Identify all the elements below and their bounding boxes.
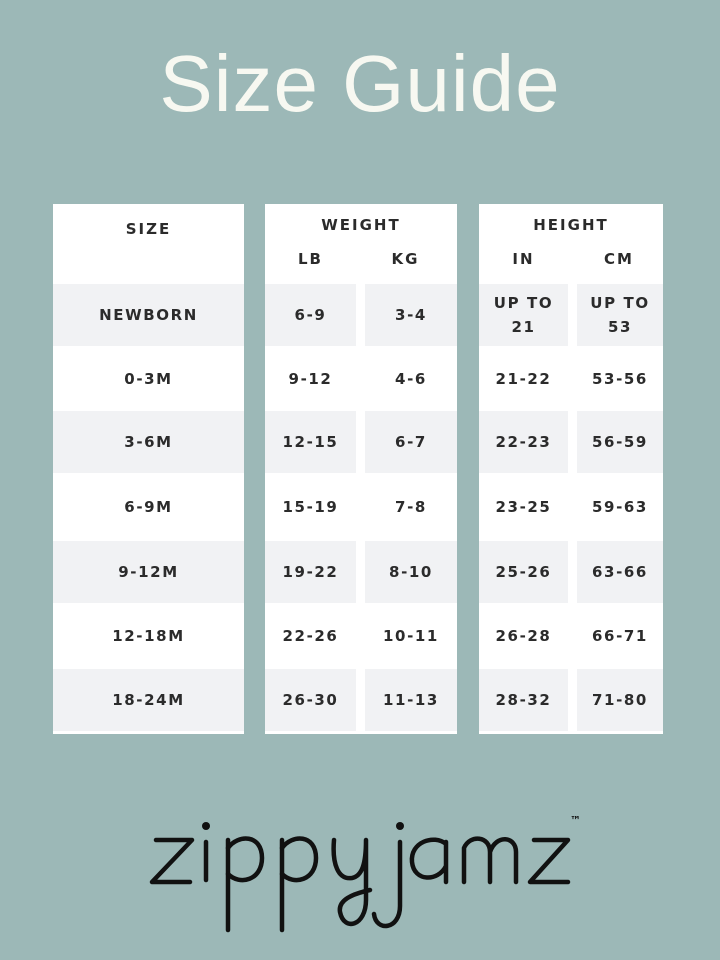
size-cell: NEWBORN [53, 284, 244, 346]
lb-cell: 26-30 [265, 669, 356, 731]
kg-cell: 10-11 [383, 627, 439, 645]
in-cell: UP TO 21 [479, 284, 568, 346]
kg-cell: 4-6 [395, 370, 427, 388]
size-cell: 3-6M [53, 411, 244, 473]
kg-cell: 3-4 [365, 284, 457, 346]
size-cell: 18-24M [53, 669, 244, 731]
lb-subheader: LB [298, 250, 323, 268]
in-cell: 22-23 [479, 411, 568, 473]
lb-cell: 15-19 [282, 498, 339, 516]
height-column-panel [479, 204, 663, 734]
in-cell: 28-32 [479, 669, 568, 731]
cm-cell: UP TO 53 [577, 284, 663, 346]
cm-cell: 53-56 [592, 370, 648, 388]
page-title: Size Guide [159, 39, 561, 128]
size-cell: 6-9M [124, 498, 173, 516]
cm-cell: 56-59 [577, 411, 663, 473]
kg-cell: 8-10 [365, 541, 457, 603]
in-cell: 26-28 [495, 627, 552, 645]
cm-cell: 63-66 [577, 541, 663, 603]
cm-cell: 71-80 [577, 669, 663, 731]
in-cell: 21-22 [495, 370, 552, 388]
size-column-panel [53, 204, 244, 734]
in-cell: 25-26 [479, 541, 568, 603]
cm-subheader: CM [604, 250, 634, 268]
size-cell: 12-18M [112, 627, 185, 645]
kg-cell: 6-7 [365, 411, 457, 473]
size-cell: 9-12M [53, 541, 244, 603]
trademark-symbol: ™ [570, 814, 581, 827]
cm-cell: 59-63 [592, 498, 648, 516]
kg-cell: 11-13 [365, 669, 457, 731]
in-subheader: IN [512, 250, 535, 268]
brand-logo [0, 800, 720, 940]
lb-cell: 6-9 [265, 284, 356, 346]
cm-cell: 66-71 [592, 627, 648, 645]
lb-cell: 22-26 [282, 627, 339, 645]
weight-header: WEIGHT [321, 216, 401, 234]
lb-cell: 9-12 [288, 370, 333, 388]
height-header: HEIGHT [533, 216, 609, 234]
weight-column-panel [265, 204, 457, 734]
lb-cell: 19-22 [265, 541, 356, 603]
kg-subheader: KG [391, 250, 420, 268]
size-cell: 0-3M [124, 370, 173, 388]
kg-cell: 7-8 [395, 498, 427, 516]
in-cell: 23-25 [495, 498, 552, 516]
size-header: SIZE [125, 220, 172, 238]
lb-cell: 12-15 [265, 411, 356, 473]
